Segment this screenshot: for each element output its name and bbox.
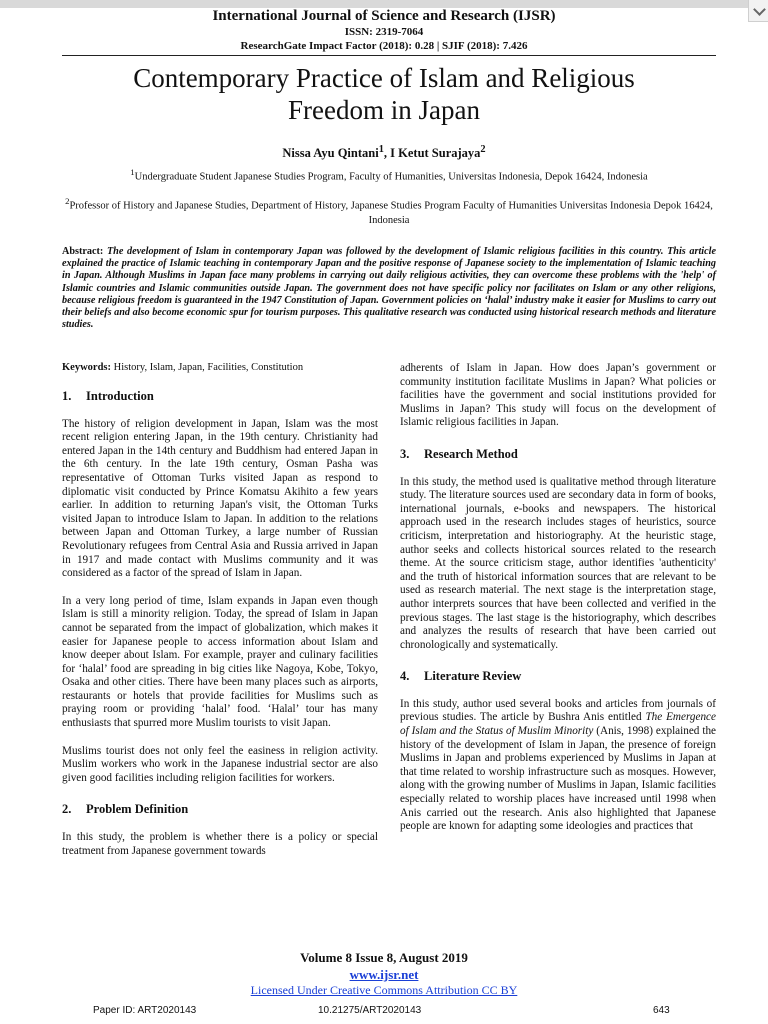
section-number: 2. xyxy=(62,802,72,817)
abstract xyxy=(62,246,716,331)
book-title: The Emergence of Islam and the Status of Muslim Minority xyxy=(400,711,716,738)
journal-issn: ISSN: 2319-7064 xyxy=(344,26,424,38)
abstract-text: The development of Islam in contemporary Japan was followed by the development of Islamic religious facilities in this country. This article explained the practice of Islamic teaching in contemporary Japan and the positive response of Japanese society to the implementation of Islamic teaching in Japan. Although Muslims in Japan face many problems in carrying out daily religious activities, they can overcome these problems with the 'help' of Islamic countries and Islamic communities outside Japan. The government does not have specific policy nor facilitates on Islam or any other religions, because religious freedom is guaranteed in the 1947 Constitution of Japan. Government policies on ‘halal’ industry make it easier for Muslims to carry out their beliefs and also become economic spur for tourism purposes. This qualitative research was conducted using historical research methods and literature studies. xyxy=(62,246,716,331)
author-name: I Ketut Surajaya xyxy=(390,146,481,161)
paragraph xyxy=(400,698,716,834)
journal-name: International Journal of Science and Research (IJSR) xyxy=(212,8,556,24)
paragraph: adherents of Islam in Japan. How does Japan’s government or community institution facilitate Muslims in Japan? What policies or facilities have the government and social institutions provided for Muslims in Japan? This study will focus on the development of Islamic religious facilities in Japan. xyxy=(400,362,716,429)
section-heading xyxy=(400,448,716,462)
section-heading xyxy=(400,670,716,684)
keywords-text: History, Islam, Japan, Facilities, Constitution xyxy=(113,362,304,373)
keywords-label: Keywords: xyxy=(62,362,114,373)
section-title: Research Method xyxy=(424,446,518,461)
affiliation-2 xyxy=(62,194,716,228)
right-column xyxy=(400,362,716,834)
affiliation-text: Professor of History and Japanese Studies, Department of History, Japanese Studies Program Faculty of Humanities Universitas Indonesia Depok 16424, Indonesia xyxy=(69,200,713,226)
paragraph-text: In this study, author used several books and articles from journals of previous studies. The article by Bushra Anis entitled xyxy=(400,697,716,724)
section-title: Literature Review xyxy=(424,669,522,684)
volume-issue: Volume 8 Issue 8, August 2019 xyxy=(300,950,468,965)
paragraph: The history of religion development in Japan, Islam was the most recent religion entering Japan, in the 19th century. Christianity had entered Japan in the 14th century and Buddhism had entered Japan in the 6th century. In the late 19th century, Osman Pasha was representative of Ottoman Turks visited Japan as respond to diplomatic visit conducted by Prince Komatsu Akihito a few years earlier. In addition to returning Japan's visit, the Ottoman Turks visited Japan to introduce Islam to Japan. In addition to the relations between Japan and Ottoman Turkey, a large number of Russian Revolutionary refugees from Central Asia and Russia arrived in Japan in 1917 and made contact with Muslims community and it was considered as a factor of the spread of Islam in Japan. xyxy=(62,417,378,580)
paragraph: Muslims tourist does not only feel the easiness in religion activity. Muslim workers who work in the Japanese industrial sector are also given good facilities including religion facilities for workers. xyxy=(62,744,378,784)
paragraph: In this study, the method used is qualitative method through literature study. The literature sources used are secondary data in form of books, international journals, e-books and newspapers. The historical approach used in the research includes stages of heuristics, source criticism, interpretation and historiography. At the heuristic stage, author seeks and collects historical sources related to the research theme. At the source criticism stage, author identifies 'authenticity' and the truth of historical information sources that are relevant to be used as research material. The next stage is the interpretation stage, author interprets sources that have been collected and verified in the previous stages. The last stage is the historiography, which describes and analyzes the results of research that have been carried out chronologically and systematically. xyxy=(400,475,716,651)
journal-impact-factor: ResearchGate Impact Factor (2018): 0.28 | SJIF (2018): 7.426 xyxy=(240,40,528,52)
section-number: 4. xyxy=(400,669,410,684)
paper-id: Paper ID: ART2020143 xyxy=(93,1005,197,1016)
section-number: 1. xyxy=(62,389,72,403)
viewer-top-bar xyxy=(0,0,768,8)
header-divider xyxy=(62,55,716,56)
left-column xyxy=(62,390,378,858)
section-title: Problem Definition xyxy=(86,802,189,817)
section-title: Introduction xyxy=(86,389,154,403)
affiliation-mark: 2 xyxy=(65,196,70,206)
section-heading xyxy=(62,390,378,404)
author-separator: , xyxy=(383,146,391,161)
section-number: 3. xyxy=(400,446,410,461)
section-heading xyxy=(62,803,378,817)
author-name: Nissa Ayu Qintani xyxy=(282,146,379,161)
affiliation-mark: 1 xyxy=(130,167,135,177)
paper-title: Contemporary Practice of Islam and Religious Freedom in Japan xyxy=(133,63,635,125)
paragraph-text: (Anis, 1998) explained the history of the development of Islam in Japan, the presence of foreign Muslims in Japan and problems experienced by Muslims in Japan at that time related to worship infrastructure such as mosques. However, along with the growing number of Muslims in Japan, Islamic facilities especially related to worship places have increased until 1998 when Anis carried out the research. Anis also highlighted that Japanese people are known for adapting some ideologies and practices that xyxy=(400,725,717,833)
abstract-label: Abstract: xyxy=(62,246,107,257)
paragraph: In a very long period of time, Islam expands in Japan even though Islam is still a minority religion. Today, the spread of Islam in Japan cannot be separated from the impact of globalization, which makes it easier for Japanese people to access information about Islam and know deeper about Islam. For example, prayer and culinary facilities for ‘halal’ food are spreading in big cities like Nagoya, Kobe, Tokyo, Osaka and other cities. There have been many places such as airports, restaurants or hotels that provide facilities for Muslims such as praying room or providing ‘halal’ food. ‘Halal’ tour has many enthusiasts that spurred more Muslim tourists to visit Japan. xyxy=(62,594,378,730)
author-line xyxy=(0,144,768,161)
affiliation-text: Undergraduate Student Japanese Studies Program, Faculty of Humanities, Universitas Indonesia, Depok 16424, Indonesia xyxy=(134,171,648,183)
journal-website-link[interactable]: www.ijsr.net xyxy=(349,967,419,982)
author-affiliation-mark: 2 xyxy=(480,144,486,155)
paragraph: In this study, the problem is whether there is a policy or special treatment from Japanese government towards xyxy=(62,831,378,857)
affiliation-1 xyxy=(62,167,716,183)
author-affiliation-mark: 1 xyxy=(378,144,384,155)
license-link[interactable]: Licensed Under Creative Commons Attribution CC BY xyxy=(250,983,518,997)
doi: 10.21275/ART2020143 xyxy=(318,1005,422,1016)
page-number: 643 xyxy=(653,1005,670,1016)
